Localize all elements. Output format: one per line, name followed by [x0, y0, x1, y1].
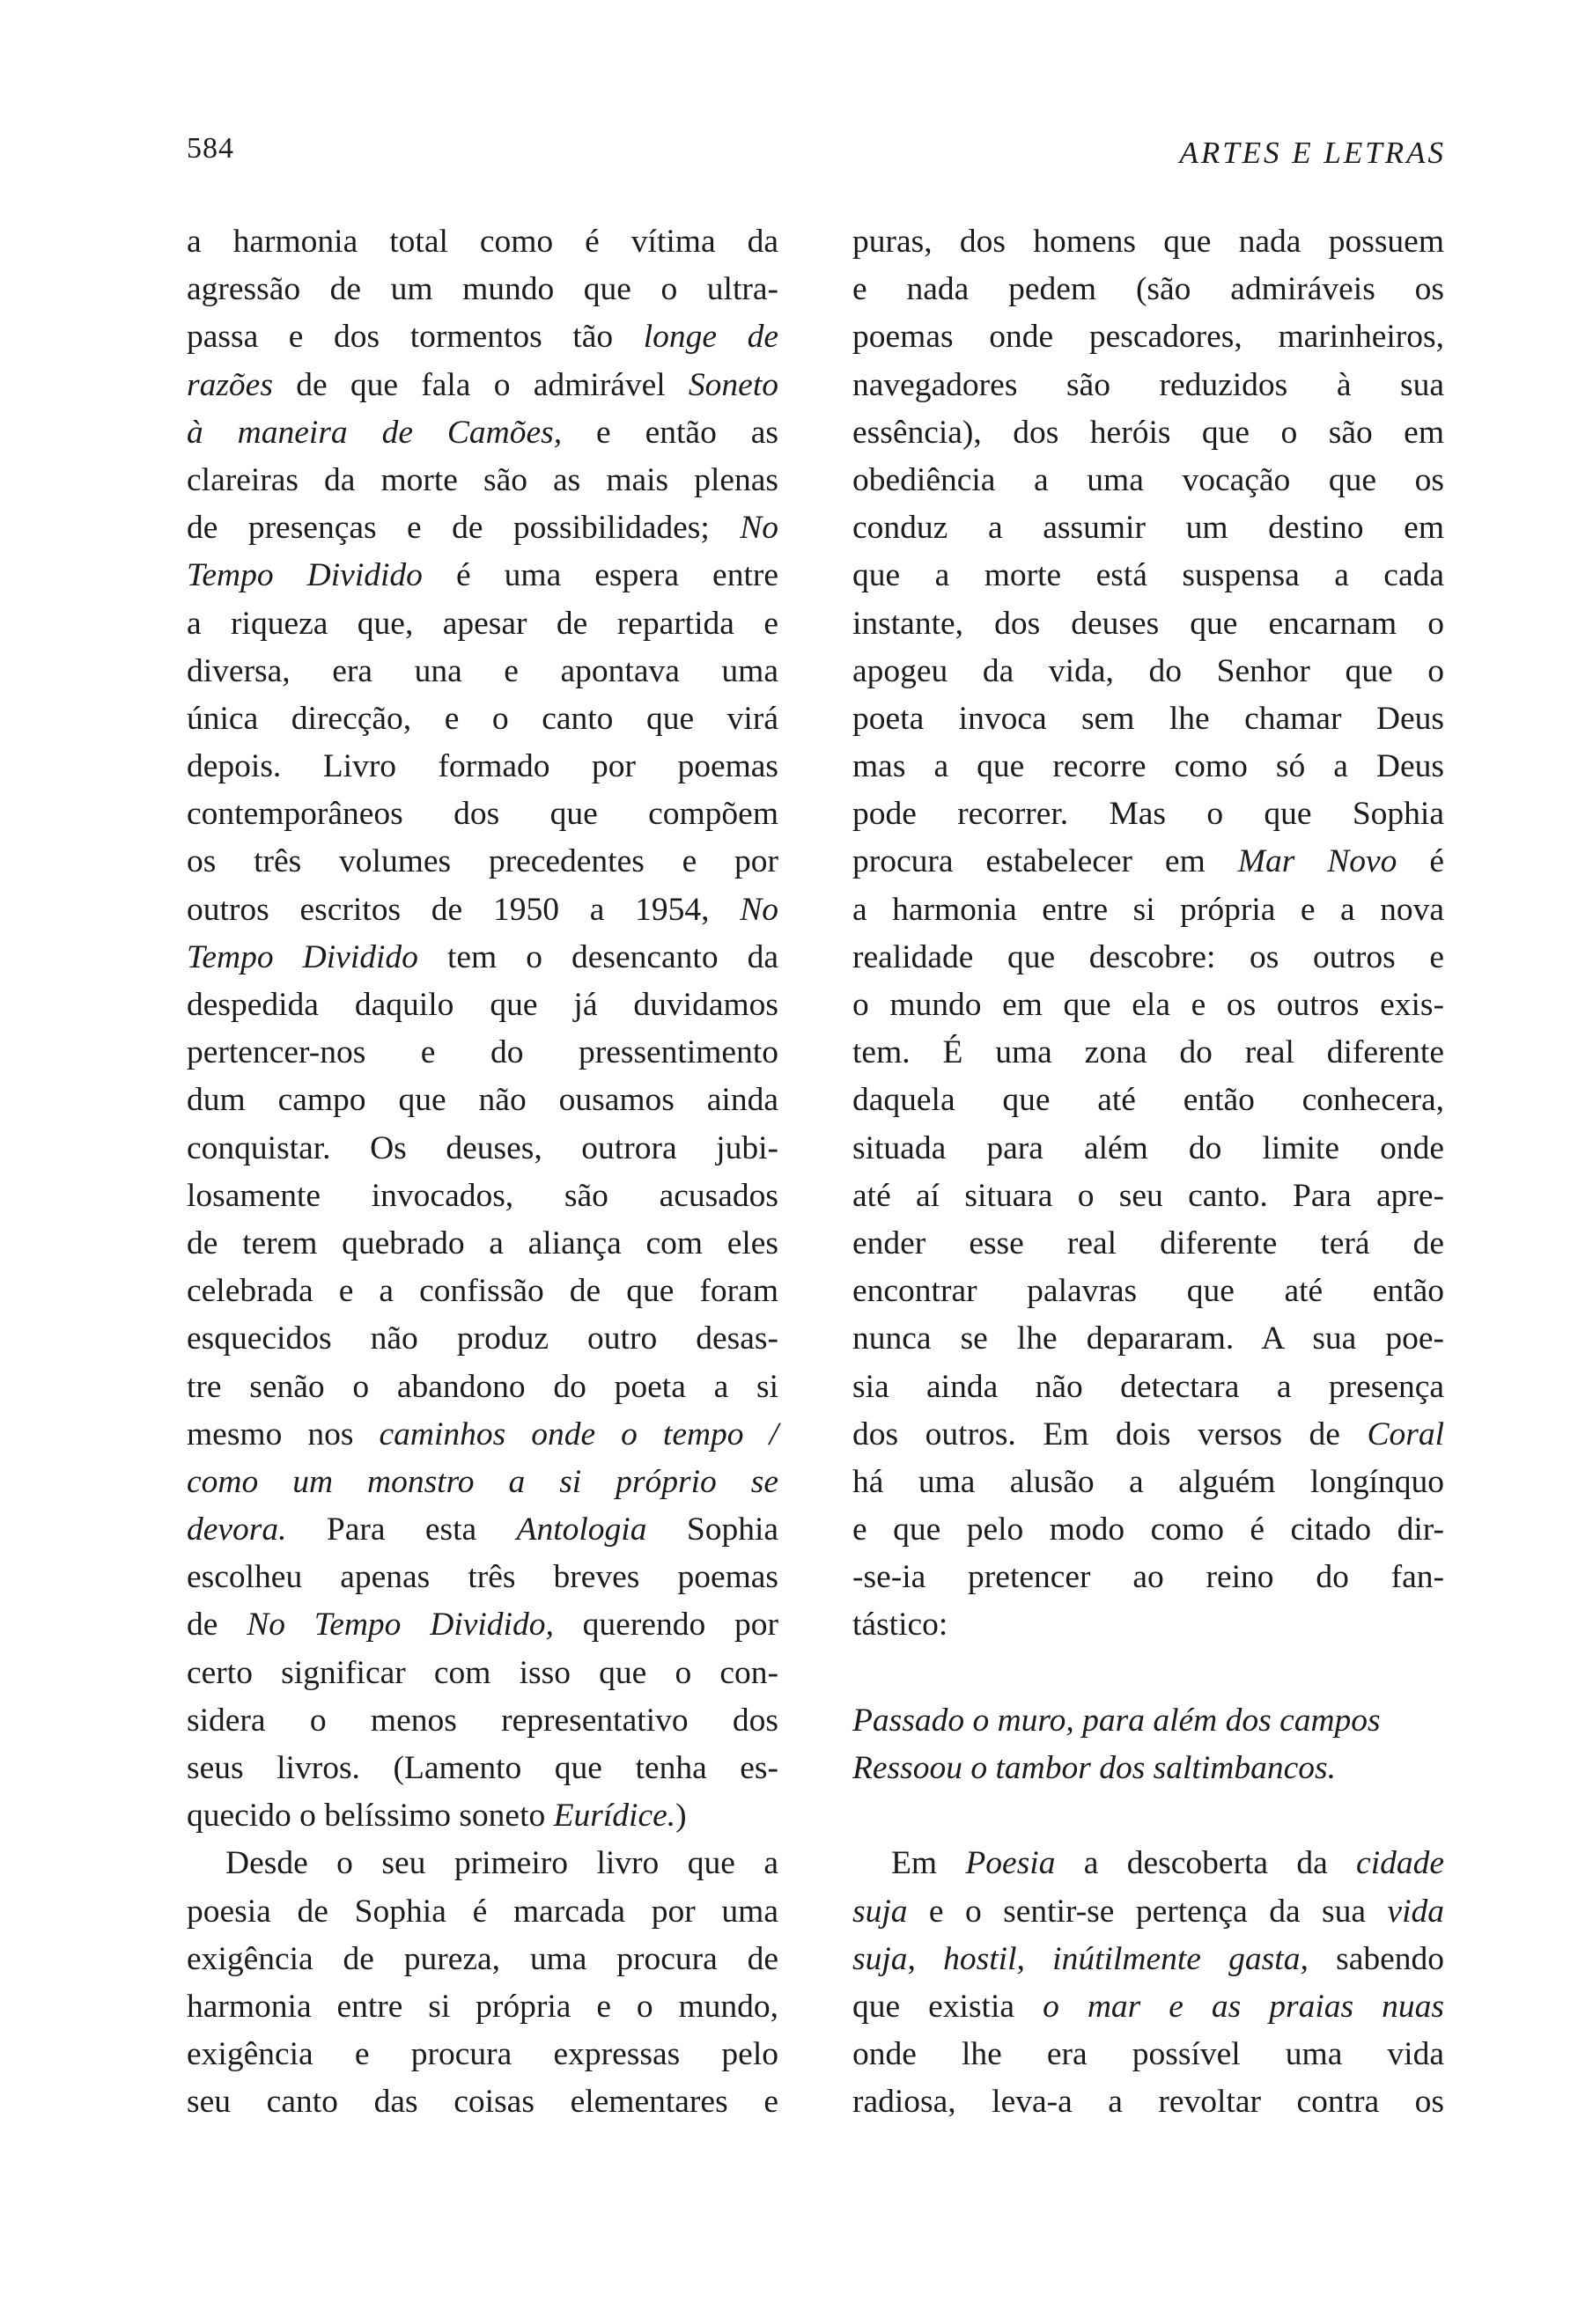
italic-text: suja, hostil, inútilmente gasta, — [852, 1940, 1309, 1977]
text-line — [852, 982, 1444, 1029]
text-segment: instante, dos deuses que encarnam o — [852, 605, 1444, 642]
text-segment: passa e dos tormentos tão — [187, 319, 644, 356]
text-line — [187, 1554, 778, 1601]
text-line — [187, 1745, 778, 1792]
text-segment: é — [1397, 843, 1444, 880]
text-line — [852, 1840, 1444, 1887]
text-line — [187, 457, 778, 504]
text-segment: quecido o belíssimo soneto — [187, 1798, 554, 1835]
text-segment: escolheu apenas três breves poemas — [187, 1559, 778, 1596]
text-segment: dum campo que não ousamos ainda — [187, 1082, 778, 1119]
text-segment: outros escritos de 1950 a 1954, — [187, 891, 741, 928]
italic-text: Poesia — [965, 1845, 1056, 1882]
text-segment: exigência e procura expressas pelo — [187, 2036, 778, 2073]
text-line — [852, 600, 1444, 648]
text-line — [852, 1411, 1444, 1459]
text-segment: única direcção, e o canto que virá — [187, 700, 778, 737]
text-segment: ender esse real diferente terá de — [852, 1225, 1444, 1261]
text-line — [852, 934, 1444, 982]
text-line — [852, 218, 1444, 266]
text-segment: e nada pedem (são admiráveis os — [852, 271, 1444, 308]
blank-line — [852, 1792, 1444, 1840]
text-segment: sidera o menos representativo dos — [187, 1702, 778, 1739]
text-line — [187, 504, 778, 552]
text-line — [187, 218, 778, 266]
verse-line — [852, 1697, 1444, 1745]
text-line — [852, 504, 1444, 552]
italic-text: No — [740, 891, 778, 928]
italic-text: No — [740, 510, 778, 547]
italic-text: Ressoou o tambor dos saltimbancos. — [852, 1750, 1336, 1786]
text-segment: de presenças e de possibilidades; — [187, 510, 741, 547]
text-line — [852, 409, 1444, 457]
text-segment: apogeu da vida, do Senhor que o — [852, 652, 1444, 689]
page-number: 584 — [187, 132, 234, 165]
text-line — [187, 1936, 778, 1983]
text-segment: ) — [675, 1798, 687, 1835]
text-line — [187, 552, 778, 599]
text-segment: onde lhe era possível uma vida — [852, 2036, 1444, 2073]
page-header — [187, 132, 1446, 185]
left-text-column — [187, 218, 778, 2127]
italic-text: Soneto — [688, 366, 778, 403]
text-line — [187, 409, 778, 457]
text-line — [852, 743, 1444, 791]
text-segment: exigência de pureza, uma procura de — [187, 1940, 778, 1977]
text-segment: procura estabelecer em — [852, 843, 1238, 880]
text-segment: a riqueza que, apesar de repartida e — [187, 605, 778, 642]
text-line — [187, 1364, 778, 1411]
text-line — [852, 1173, 1444, 1220]
text-segment: depois. Livro formado por poemas — [187, 748, 778, 785]
text-line — [187, 1125, 778, 1173]
text-segment: e que pelo modo como é citado dir- — [852, 1511, 1444, 1548]
text-line — [187, 1268, 778, 1315]
italic-text: Passado o muro, para além dos campos — [852, 1702, 1381, 1739]
italic-text: cidade — [1356, 1845, 1445, 1882]
text-segment: despedida daquilo que já duvidamos — [187, 987, 778, 1023]
text-line — [852, 457, 1444, 504]
text-line — [852, 1220, 1444, 1268]
text-line — [187, 934, 778, 982]
text-line — [852, 1601, 1444, 1649]
text-segment: radiosa, leva-a a revoltar contra os — [852, 2084, 1444, 2121]
text-segment: poesia de Sophia é marcada por uma — [187, 1893, 778, 1930]
text-line — [852, 1459, 1444, 1506]
text-segment: tástico: — [852, 1607, 948, 1644]
italic-text: o mar e as praias nuas — [1043, 1988, 1444, 2025]
text-segment: losamente invocados, são acusados — [187, 1177, 778, 1214]
text-line — [187, 2031, 778, 2078]
text-segment: contemporâneos dos que compõem — [187, 796, 778, 833]
text-segment: e então as — [562, 414, 778, 451]
text-line — [852, 648, 1444, 695]
text-segment: de — [187, 1607, 247, 1644]
text-segment: harmonia entre si própria e o mundo, — [187, 1988, 778, 2025]
text-segment: mesmo nos — [187, 1416, 380, 1452]
text-segment: até aí situara o seu canto. Para apre- — [852, 1177, 1444, 1214]
text-segment: os três volumes precedentes e por — [187, 843, 778, 880]
text-line — [852, 1029, 1444, 1077]
italic-text: razões — [187, 366, 273, 403]
text-segment: e o sentir-se pertença da sua — [907, 1893, 1388, 1930]
text-line — [187, 1506, 778, 1554]
text-line — [852, 695, 1444, 743]
text-line — [187, 1459, 778, 1506]
italic-text: devora. — [187, 1511, 287, 1548]
text-line — [187, 600, 778, 648]
text-line — [187, 1601, 778, 1649]
text-line — [187, 743, 778, 791]
italic-text: longe de — [643, 319, 778, 356]
text-line — [187, 1888, 778, 1936]
text-line — [852, 1936, 1444, 1983]
text-line — [852, 1125, 1444, 1173]
italic-text: Tempo Dividido — [187, 557, 423, 594]
right-text-column — [852, 218, 1444, 2127]
text-segment: tre senão o abandono do poeta a si — [187, 1368, 778, 1405]
verse-line — [852, 1745, 1444, 1792]
text-segment: essência), dos heróis que o são em — [852, 414, 1444, 451]
text-segment: a descoberta da — [1055, 1845, 1357, 1882]
text-line — [852, 362, 1444, 409]
text-line — [187, 313, 778, 361]
text-segment: puras, dos homens que nada possuem — [852, 224, 1444, 260]
text-line — [852, 1888, 1444, 1936]
text-segment: Em — [891, 1845, 966, 1882]
running-head: ARTES E LETRAS — [1179, 136, 1446, 170]
text-segment: obediência a uma vocação que os — [852, 461, 1444, 498]
text-segment: diversa, era una e apontava uma — [187, 652, 778, 689]
text-segment: conquistar. Os deuses, outrora jubi- — [187, 1129, 778, 1166]
text-segment: celebrada e a confissão de que foram — [187, 1273, 778, 1310]
text-line — [852, 1077, 1444, 1124]
text-line — [187, 1792, 778, 1840]
italic-text: suja — [852, 1893, 908, 1930]
text-line — [852, 1983, 1444, 2031]
text-segment: -se-ia pretencer ao reino do fan- — [852, 1559, 1444, 1596]
text-segment: tem o desencanto da — [417, 938, 778, 975]
text-segment: sabendo — [1308, 1940, 1444, 1977]
text-segment: certo significar com isso que o con- — [187, 1654, 778, 1691]
text-line — [187, 1840, 778, 1887]
text-line — [852, 838, 1444, 886]
text-line — [852, 2031, 1444, 2078]
text-segment: nunca se lhe depararam. A sua poe- — [852, 1320, 1444, 1357]
text-line — [852, 1315, 1444, 1363]
text-line — [187, 791, 778, 838]
text-line — [187, 838, 778, 886]
text-line — [187, 1650, 778, 1697]
text-segment: poemas onde pescadores, marinheiros, — [852, 319, 1444, 356]
italic-text: à maneira de Camões, — [187, 414, 563, 451]
text-segment: Desde o seu primeiro livro que a — [225, 1845, 778, 1882]
text-line — [187, 1983, 778, 2031]
italic-text: Coral — [1367, 1416, 1444, 1452]
italic-text: Antologia — [516, 1511, 647, 1548]
text-segment: querendo por — [553, 1607, 778, 1644]
italic-text: Tempo Dividido — [187, 938, 418, 975]
text-segment: poeta invoca sem lhe chamar Deus — [852, 700, 1444, 737]
text-line — [187, 695, 778, 743]
text-segment: Sophia — [646, 1511, 779, 1548]
text-line — [187, 1220, 778, 1268]
text-line — [187, 1173, 778, 1220]
text-segment: Para esta — [286, 1511, 517, 1548]
text-segment: o mundo em que ela e os outros exis- — [852, 987, 1444, 1023]
text-segment: mas a que recorre como só a Deus — [852, 748, 1444, 785]
text-line — [852, 1506, 1444, 1554]
text-line — [852, 313, 1444, 361]
text-segment: de que fala o admirável — [272, 366, 689, 403]
text-line — [187, 648, 778, 695]
italic-text: como um monstro a si próprio se — [187, 1463, 778, 1500]
text-line — [852, 1364, 1444, 1411]
italic-text: No Tempo Dividido, — [247, 1607, 554, 1644]
text-line — [852, 1554, 1444, 1601]
text-segment: clareiras da morte são as mais plenas — [187, 461, 778, 498]
text-line — [852, 1268, 1444, 1315]
text-line — [187, 1697, 778, 1745]
blank-line — [852, 1650, 1444, 1697]
italic-text: Mar Novo — [1237, 843, 1397, 880]
text-line — [187, 266, 778, 313]
text-line — [187, 982, 778, 1029]
text-segment: pertencer-nos e do pressentimento — [187, 1034, 778, 1071]
text-line — [187, 362, 778, 409]
text-segment: é uma espera entre — [422, 557, 779, 594]
text-line — [187, 1411, 778, 1459]
text-segment: a harmonia entre si própria e a nova — [852, 891, 1444, 928]
text-segment: navegadores são reduzidos à sua — [852, 366, 1444, 403]
text-line — [852, 2078, 1444, 2126]
text-segment: a harmonia total como é vítima da — [187, 224, 778, 260]
text-line — [852, 266, 1444, 313]
text-segment: esquecidos não produz outro desas- — [187, 1320, 778, 1357]
text-segment: dos outros. Em dois versos de — [852, 1416, 1368, 1452]
text-segment: agressão de um mundo que o ultra- — [187, 271, 778, 308]
text-line — [187, 1077, 778, 1124]
text-segment: que a morte está suspensa a cada — [852, 557, 1444, 594]
text-segment: seu canto das coisas elementares e — [187, 2084, 778, 2121]
text-line — [187, 2078, 778, 2126]
text-segment: sia ainda não detectara a presença — [852, 1368, 1444, 1405]
text-segment: pode recorrer. Mas o que Sophia — [852, 796, 1444, 833]
text-line — [187, 886, 778, 934]
italic-text: vida — [1387, 1893, 1444, 1930]
text-line — [852, 552, 1444, 599]
text-line — [187, 1315, 778, 1363]
text-segment: conduz a assumir um destino em — [852, 510, 1444, 547]
italic-text: caminhos onde o tempo / — [379, 1416, 778, 1452]
text-line — [852, 791, 1444, 838]
text-segment: encontrar palavras que até então — [852, 1273, 1444, 1310]
text-segment: seus livros. (Lamento que tenha es- — [187, 1750, 778, 1786]
text-segment: há uma alusão a alguém longínquo — [852, 1463, 1444, 1500]
text-line — [187, 1029, 778, 1077]
italic-text: Eurídice. — [553, 1798, 676, 1835]
text-segment: realidade que descobre: os outros e — [852, 938, 1444, 975]
text-segment: daquela que até então conhecera, — [852, 1082, 1444, 1119]
text-segment: situada para além do limite onde — [852, 1129, 1444, 1166]
text-segment: que existia — [852, 1988, 1043, 2025]
text-line — [852, 886, 1444, 934]
text-segment: de terem quebrado a aliança com eles — [187, 1225, 778, 1261]
text-segment: tem. É uma zona do real diferente — [852, 1034, 1444, 1071]
